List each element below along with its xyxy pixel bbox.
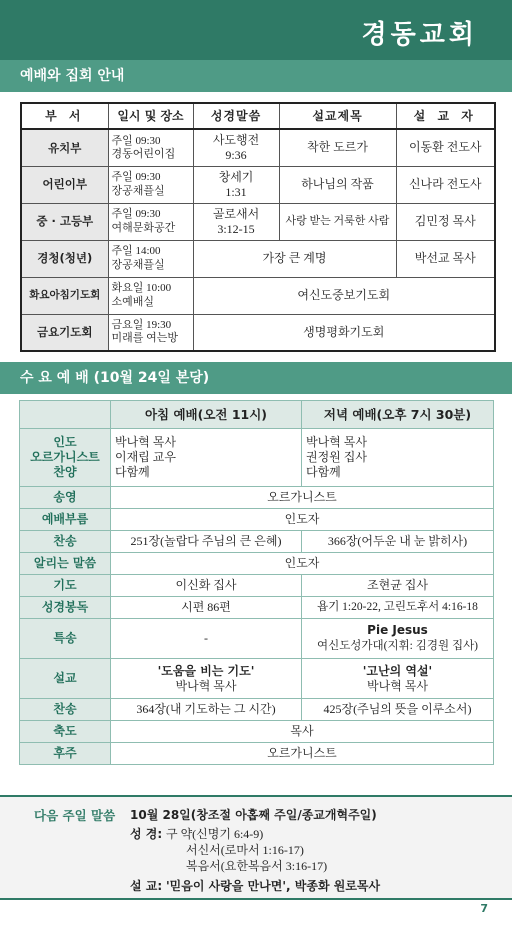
dept-cell: 금요기도회 xyxy=(21,314,108,351)
table-header-row xyxy=(21,103,495,129)
evening-value: 425장(주님의 뜻을 이루소서) xyxy=(302,699,494,721)
row-label: 찬송 xyxy=(20,531,111,553)
scripture-cell: 골로새서 3:12-15 xyxy=(193,203,279,240)
table-row xyxy=(20,699,494,721)
table-row xyxy=(21,314,495,351)
morning-value: - xyxy=(111,619,302,659)
table-row xyxy=(20,509,494,531)
evening-sermon: '고난의 역설' 박나혁 목사 xyxy=(302,659,494,699)
row-label: 예배부름 xyxy=(20,509,111,531)
morning-leaders: 박나혁 목사 이재립 교우 다함께 xyxy=(111,429,302,487)
preacher-cell: 이동환 전도사 xyxy=(396,129,495,166)
datetime-cell: 주일 09:30 장공채플실 xyxy=(108,166,193,203)
scripture-cell: 사도행전 9:36 xyxy=(193,129,279,166)
morning-value: 이신화 집사 xyxy=(111,575,302,597)
table-row xyxy=(20,597,494,619)
empty-corner xyxy=(20,401,111,429)
table-row xyxy=(21,203,495,240)
wednesday-service-table xyxy=(19,400,494,765)
row-label: 기도 xyxy=(20,575,111,597)
row-label: 성경봉독 xyxy=(20,597,111,619)
col-datetime: 일시 및 장소 xyxy=(108,103,193,129)
dept-cell: 경청(청년) xyxy=(21,240,108,277)
datetime-cell: 주일 14:00 장공채플실 xyxy=(108,240,193,277)
preacher-cell: 김민정 목사 xyxy=(396,203,495,240)
row-label: 송영 xyxy=(20,487,111,509)
col-scripture: 성경말씀 xyxy=(193,103,279,129)
col-sermon-title: 설교제목 xyxy=(279,103,396,129)
sermon-cell: 사랑 받는 거룩한 사람 xyxy=(279,203,396,240)
row-value: 인도자 xyxy=(111,553,494,575)
morning-value: 시편 86편 xyxy=(111,597,302,619)
table-row xyxy=(21,277,495,314)
table-row xyxy=(20,619,494,659)
evening-service-header: 저녁 예배(오후 7시 30분) xyxy=(302,401,494,429)
datetime-cell: 화요일 10:00 소예배실 xyxy=(108,277,193,314)
table-row xyxy=(20,721,494,743)
row-value: 인도자 xyxy=(111,509,494,531)
dept-cell: 유치부 xyxy=(21,129,108,166)
worship-schedule-table xyxy=(20,102,496,352)
row-label: 특송 xyxy=(20,619,111,659)
table-row xyxy=(21,129,495,166)
divider xyxy=(0,898,512,900)
next-scripture-line: 복음서(요한복음서 3:16-17) xyxy=(186,859,328,873)
row-value: 오르가니스트 xyxy=(111,743,494,765)
next-sunday-label: 다음 주일 말씀 xyxy=(34,808,116,823)
dept-cell: 중 · 고등부 xyxy=(21,203,108,240)
scripture-cell: 창세기 1:31 xyxy=(193,166,279,203)
sermon-cell: 하나님의 작품 xyxy=(279,166,396,203)
table-row xyxy=(20,553,494,575)
row-label: 알리는 말씀 xyxy=(20,553,111,575)
next-scripture-line: 서신서(로마서 1:16-17) xyxy=(186,843,304,857)
table-row xyxy=(20,743,494,765)
table-header-row xyxy=(20,401,494,429)
row-label: 찬송 xyxy=(20,699,111,721)
morning-value: 364장(내 기도하는 그 시간) xyxy=(111,699,302,721)
sermon-cell: 착한 도르가 xyxy=(279,129,396,166)
page-number: 7 xyxy=(480,902,488,915)
preacher-cell: 박선교 목사 xyxy=(396,240,495,277)
table-row xyxy=(20,575,494,597)
wednesday-service-heading: 수 요 예 배 (10월 24일 본당) xyxy=(0,362,512,394)
row-label: 후주 xyxy=(20,743,111,765)
morning-service-header: 아침 예배(오전 11시) xyxy=(111,401,302,429)
divider xyxy=(0,795,512,797)
leader-organist-label: 인도 오르가니스트 찬양 xyxy=(20,429,111,487)
datetime-cell: 주일 09:30 여해문화공간 xyxy=(108,203,193,240)
worship-schedule-heading: 예배와 집회 안내 xyxy=(0,60,512,92)
row-label: 설교 xyxy=(20,659,111,699)
row-value: 오르가니스트 xyxy=(111,487,494,509)
row-value: 목사 xyxy=(111,721,494,743)
datetime-cell: 금요일 19:30 미래를 여는방 xyxy=(108,314,193,351)
preacher-cell: 신나라 전도사 xyxy=(396,166,495,203)
next-sunday-date: 10월 28일(창조절 아홉째 주일/종교개혁주일) xyxy=(130,808,377,822)
table-row xyxy=(20,487,494,509)
next-scripture-line: 성 경: 구 약(신명기 6:4-9) xyxy=(130,827,264,841)
evening-value: 366장(어두운 내 눈 밝히사) xyxy=(302,531,494,553)
church-name: 경동교회 xyxy=(361,20,478,50)
table-row xyxy=(21,240,495,277)
evening-value: Pie Jesus 여신도성가대(지휘: 김경원 집사) xyxy=(302,619,494,659)
dept-cell: 어린이부 xyxy=(21,166,108,203)
table-row xyxy=(20,531,494,553)
morning-sermon: '도움을 비는 기도' 박나혁 목사 xyxy=(111,659,302,699)
evening-leaders: 박나혁 목사 권정원 집사 다함께 xyxy=(302,429,494,487)
program-merged-cell: 생명평화기도회 xyxy=(193,314,495,351)
row-label: 축도 xyxy=(20,721,111,743)
morning-value: 251장(놀랍다 주님의 큰 은혜) xyxy=(111,531,302,553)
next-sermon-line: 설 교: '믿음이 사랑을 만나면', 박종화 원로목사 xyxy=(130,879,381,893)
sermon-merged-cell: 가장 큰 계명 xyxy=(193,240,396,277)
datetime-cell: 주일 09:30 경동어린이집 xyxy=(108,129,193,166)
evening-value: 조현균 집사 xyxy=(302,575,494,597)
program-merged-cell: 여신도중보기도회 xyxy=(193,277,495,314)
table-row xyxy=(20,429,494,487)
dept-cell: 화요아침기도회 xyxy=(21,277,108,314)
col-preacher: 설 교 자 xyxy=(396,103,495,129)
evening-value: 욥기 1:20-22, 고린도후서 4:16-18 xyxy=(302,597,494,619)
col-dept: 부 서 xyxy=(21,103,108,129)
table-row xyxy=(20,659,494,699)
table-row xyxy=(21,166,495,203)
